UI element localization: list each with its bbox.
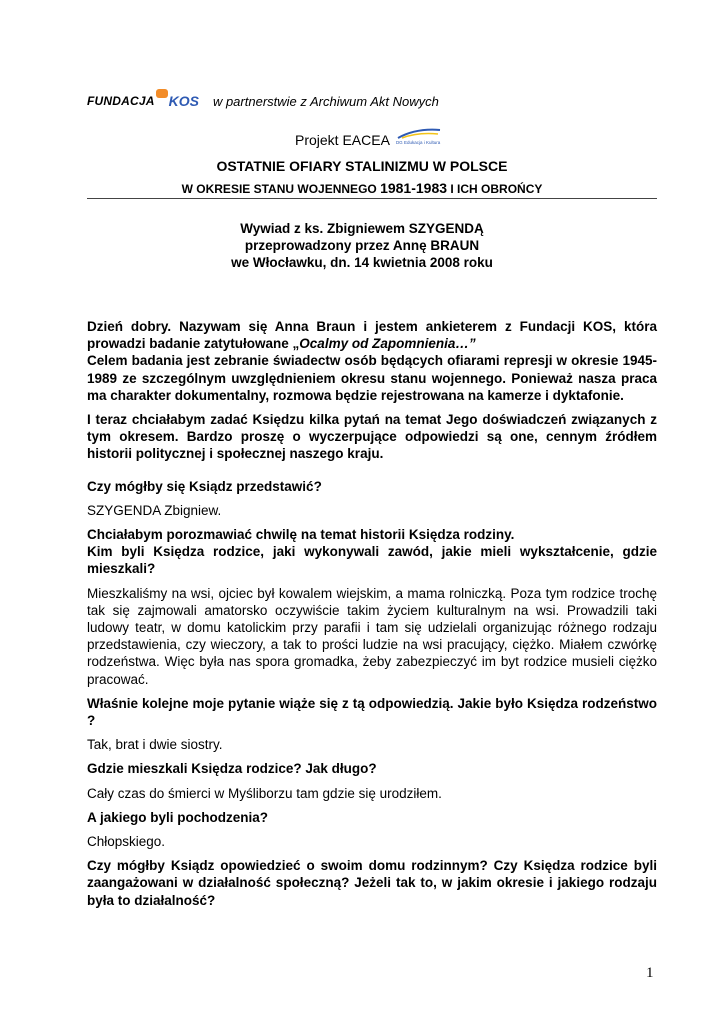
answer: Chłopskiego. [87,834,166,850]
header-divider [87,198,657,199]
question: Czy mógłby się Ksiądz przedstawić? [87,478,322,494]
question: Właśnie kolejne moje pytanie wiąże się z tą odpowiedzią. Jakie było Księdza rodzeństwo ? [87,695,657,729]
document-body [87,318,657,916]
question: Czy mógłby Ksiądz opowiedzieć o swoim domu rodzinnym? Czy Księdza rodzice byli zaangażowani w działalność społeczną? Jeżeli tak to, w jakim okresie i jakiego rodzaju była to działalność? [87,858,657,908]
question: Gdzie mieszkali Księdza rodzice? Jak długo? [87,761,377,777]
interview-line-1: Wywiad z ks. Zbigniewem SZYGENDĄ [240,221,484,236]
interview-line-2: przeprowadzony przez Annę BRAUN [244,238,480,253]
answer: Mieszkaliśmy na wsi, ojciec był kowalem wiejskim, a mama rolniczką. Poza tym rodzice trochę tak się zajmowali amatorsko oczywiście takim życiem kulturalnym na wsi. Prowadzili taki ludowy teatr, w domu katolickim przy parafii i tam się udzielali organizując różnego rodzaju przedstawienia, czy wieczory, a tak to prości ludzie na wsi pracujący, ciężko. Miałem czwórkę rodzeństwa. Więc była nas spora gromadka, żeby zabezpieczyć im byt rodzice musieli ciężko pracować. [87,585,657,687]
project-label: Projekt EACEA [295,132,390,148]
answer: SZYGENDA Zbigniew. [87,502,222,518]
question [87,526,657,578]
question-part: Chciałabym porozmawiać chwilę na temat historii Księdza rodziny. [87,527,515,543]
logo-caption: DG Edukacja i Kultura [395,140,441,145]
title-years: 1981-1983 [380,180,448,196]
eacea-swoosh-icon [396,126,442,140]
document-header [87,93,439,109]
study-title: Ocalmy od Zapomnienia…” [299,336,476,352]
title-line-2a: W OKRESIE STANU WOJENNEGO [181,182,377,196]
answer: Tak, brat i dwie siostry. [87,737,223,753]
org-brand: KOS [168,93,199,109]
page-number: 1 [646,965,654,981]
intro-paragraph-2: I teraz chciałabym zadać Księdzu kilka pytań na temat Jego doświadczeń związanych z tym okresem. Bardzo proszę o wyczerpujące odpowiedzi są one, cennym źródłem historii politycznej i społecznej naszego kraju. [87,412,657,462]
project-line [295,130,442,150]
answer: Cały czas do śmierci w Myśliborzu tam gdzie się urodziłem. [87,785,442,801]
question: A jakiego byli pochodzenia? [87,809,269,825]
question-part: Kim byli Księdza rodzice, jaki wykonywali zawód, jakie mieli wykształcenie, gdzie mieszkali? [87,544,657,577]
interview-line-3: we Włocławku, dn. 14 kwietnia 2008 roku [231,255,493,270]
title-line-1: OSTATNIE OFIARY STALINIZMU W POLSCE [216,158,508,174]
interview-info [0,220,724,271]
intro-text-2: Celem badania jest zebranie świadectw osób będących ofiarami represji w okresie 1945-1989 ze szczególnym uwzględnieniem okresu stanu wojennego. Ponieważ nasza praca ma charakter dokumentalny, rozmowa będzie rejestrowana na kamerze i dyktafonie. [87,353,657,403]
intro-paragraph-1 [87,318,657,404]
kos-logo-icon [156,89,168,98]
partnership-text: w partnerstwie z Archiwum Akt Nowych [212,93,439,109]
title-line-2b: I ICH OBROŃCY [450,182,543,196]
title-line-2 [0,180,724,196]
eacea-logo [396,130,442,150]
intro-text: Dzień dobry. Nazywam się Anna Braun i jestem ankieterem z Fundacji KOS, która prowadzi badanie zatytułowane „ [87,319,657,352]
org-name: FUNDACJA [87,94,155,108]
